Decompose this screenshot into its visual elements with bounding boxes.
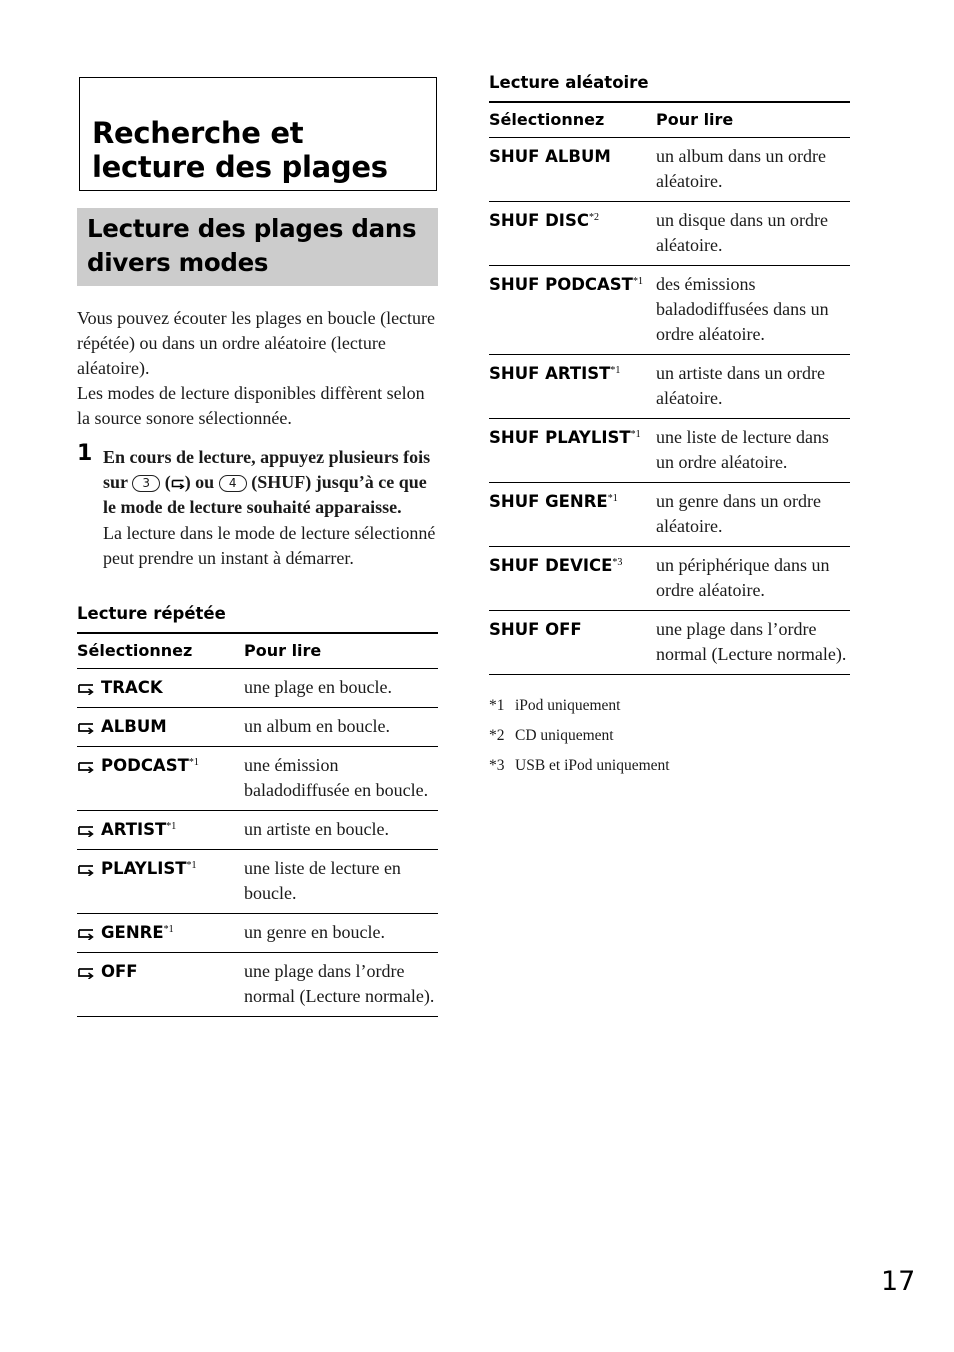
description-cell: une plage dans l’ordre normal (Lecture normale). <box>244 953 438 1017</box>
mode-label: SHUF PLAYLIST <box>489 428 631 447</box>
table-row <box>489 138 850 202</box>
footnote-mark: *3 <box>489 757 505 774</box>
mode-cell <box>489 419 656 483</box>
footnote <box>489 721 850 751</box>
description-cell: un album dans un ordre aléatoire. <box>656 146 826 191</box>
col-header-play: Pour lire <box>244 633 438 669</box>
footnote-text: USB et iPod uniquement <box>515 757 670 774</box>
mode-cell <box>489 611 656 675</box>
section-title: Lecture des plages dans divers modes <box>87 214 417 277</box>
footnote-mark: *1 <box>489 697 505 714</box>
shuffle-table-title: Lecture aléatoire <box>489 73 649 92</box>
footnote-ref: *1 <box>166 821 177 832</box>
key-3-button-icon: 3 <box>132 475 160 492</box>
footnote-ref: *1 <box>186 860 197 871</box>
footnote-ref: *1 <box>632 276 643 287</box>
description-cell: un disque dans un ordre aléatoire. <box>656 202 850 266</box>
description-cell: un album en boucle. <box>244 708 438 747</box>
col-header-select: Sélectionnez <box>489 102 656 138</box>
mode-cell <box>489 266 656 355</box>
description-cell: un artiste en boucle. <box>244 811 438 850</box>
table-row <box>77 850 438 914</box>
intro-text <box>77 306 438 431</box>
description-cell: des émissions baladodiffusées dans un ordre aléatoire. <box>656 266 850 355</box>
footnote-text: CD uniquement <box>515 727 614 744</box>
table-header-row <box>77 633 438 669</box>
footnote <box>489 751 850 781</box>
mode-label: TRACK <box>101 678 163 697</box>
description-cell: une liste de lecture en boucle. <box>244 850 438 914</box>
shuffle-table <box>489 101 850 675</box>
description-cell: un genre en boucle. <box>244 914 438 953</box>
table-row <box>489 419 850 483</box>
description-cell: une plage dans l’ordre normal (Lecture normale). <box>656 611 850 675</box>
mode-label: SHUF GENRE <box>489 492 608 511</box>
table-row <box>489 611 850 675</box>
mode-label: OFF <box>101 962 138 981</box>
page-number: 17 <box>881 1266 916 1297</box>
repeat-icon <box>77 682 95 694</box>
step-note: La lecture dans le mode de lecture sélectionné peut prendre un instant à démarrer. <box>103 523 436 568</box>
footnote-ref: *2 <box>588 212 599 223</box>
left-column <box>77 77 438 1017</box>
mode-cell <box>77 953 244 1017</box>
mode-label: SHUF PODCAST <box>489 275 633 294</box>
table-row <box>489 202 850 266</box>
description-cell: une liste de lecture dans un ordre aléatoire. <box>656 419 850 483</box>
mode-label: SHUF DISC <box>489 211 589 230</box>
table-header-row <box>489 102 850 138</box>
step-body <box>103 445 438 571</box>
footnote-ref: *1 <box>610 365 621 376</box>
footnote-ref: *1 <box>163 924 174 935</box>
repeat-icon <box>77 966 95 978</box>
step-number: 1 <box>77 441 93 466</box>
footnote <box>489 691 850 721</box>
col-header-play: Pour lire <box>656 102 850 138</box>
table-row <box>77 747 438 811</box>
mode-cell <box>77 914 244 953</box>
intro-paragraph: Vous pouvez écouter les plages en boucle (lecture répétée) ou dans un ordre aléatoire (lecture aléatoire). <box>77 308 436 378</box>
repeat-icon <box>77 863 95 875</box>
table-row <box>489 547 850 611</box>
step-1 <box>77 441 438 571</box>
section-title-box <box>77 208 438 286</box>
mode-label: PLAYLIST <box>101 859 187 878</box>
mode-label: ALBUM <box>101 717 167 736</box>
repeat-icon <box>171 478 185 488</box>
mode-label: GENRE <box>101 923 164 942</box>
mode-label: SHUF DEVICE <box>489 556 613 575</box>
mode-cell <box>77 811 244 850</box>
repeat-icon <box>77 927 95 939</box>
instruction-text: ) ou <box>184 472 215 492</box>
footnote-ref: *3 <box>612 557 623 568</box>
description-cell: une émission baladodiffusée en boucle. <box>244 747 438 811</box>
table-row <box>77 708 438 747</box>
right-column <box>489 72 850 781</box>
mode-label: PODCAST <box>101 756 189 775</box>
footnotes <box>489 691 850 781</box>
repeat-table-title: Lecture répétée <box>77 604 226 623</box>
mode-label: SHUF OFF <box>489 620 582 639</box>
mode-cell <box>489 202 656 266</box>
instruction-text: (SHUF) jusqu’à ce que le mode de lecture souhaité apparaisse. <box>103 472 427 517</box>
table-row <box>77 669 438 708</box>
instruction-text: En cours de lecture, appuyez plusieurs fois sur <box>103 447 431 492</box>
table-row <box>489 355 850 419</box>
repeat-icon <box>77 721 95 733</box>
page-title-box <box>79 77 437 191</box>
intro-paragraph: Les modes de lecture disponibles diffèrent selon la source sonore sélectionnée. <box>77 383 425 428</box>
mode-cell <box>77 669 244 708</box>
mode-cell <box>489 547 656 611</box>
repeat-table <box>77 632 438 1017</box>
table-row <box>489 483 850 547</box>
table-row <box>77 811 438 850</box>
col-header-select: Sélectionnez <box>77 633 244 669</box>
footnote-ref: *1 <box>630 429 641 440</box>
repeat-icon <box>77 824 95 836</box>
description-cell: un périphérique dans un ordre aléatoire. <box>656 547 850 611</box>
mode-cell <box>77 747 244 811</box>
footnote-mark: *2 <box>489 727 505 744</box>
table-row <box>77 914 438 953</box>
page-title: Recherche et lecture des plages <box>92 116 388 184</box>
description-cell: une plage en boucle. <box>244 677 392 697</box>
table-row <box>489 266 850 355</box>
mode-label: SHUF ALBUM <box>489 147 611 166</box>
mode-cell <box>489 138 656 202</box>
mode-label: ARTIST <box>101 820 167 839</box>
step-instruction <box>103 445 438 520</box>
table-row <box>77 953 438 1017</box>
repeat-icon <box>77 760 95 772</box>
key-4-button-icon: 4 <box>219 475 247 492</box>
footnote-ref: *1 <box>607 493 618 504</box>
mode-label: SHUF ARTIST <box>489 364 611 383</box>
mode-cell <box>77 850 244 914</box>
instruction-text: ( <box>164 472 171 492</box>
mode-cell <box>489 355 656 419</box>
mode-cell <box>77 708 244 747</box>
mode-cell <box>489 483 656 547</box>
description-cell: un artiste dans un ordre aléatoire. <box>656 355 850 419</box>
footnote-ref: *1 <box>188 757 199 768</box>
description-cell: un genre dans un ordre aléatoire. <box>656 483 850 547</box>
footnote-text: iPod uniquement <box>515 697 621 714</box>
